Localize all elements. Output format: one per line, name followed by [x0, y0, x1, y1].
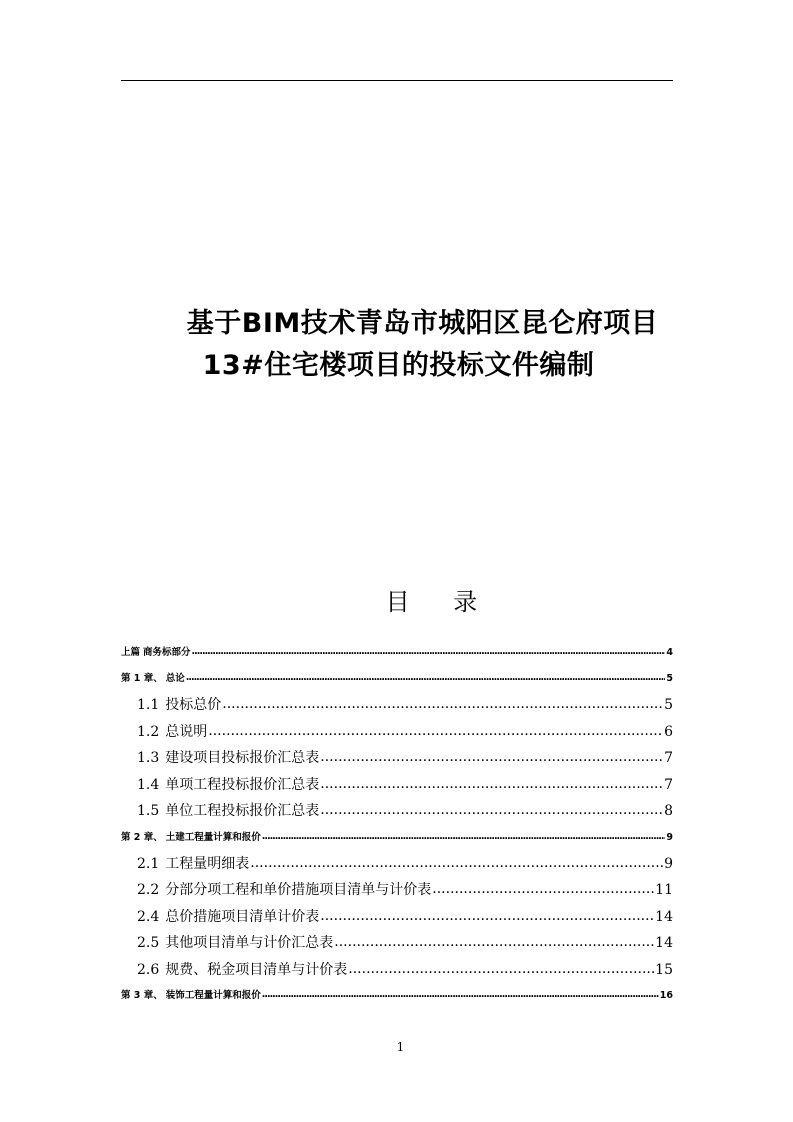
toc-entry-label: 总说明 — [165, 723, 208, 740]
title-line-2: 13#住宅楼项目的投标文件编制 — [202, 350, 595, 381]
toc-entry[interactable] — [121, 983, 673, 1009]
toc-dot-leader — [186, 665, 666, 691]
toc-dot-leader — [320, 771, 663, 798]
title-line-1: 基于BIM技术青岛市城阳区昆仑府项目 — [186, 308, 659, 339]
toc-entry[interactable] — [121, 772, 673, 799]
toc-entry[interactable] — [121, 666, 673, 692]
toc-dot-leader — [208, 718, 663, 745]
toc-entry-number: 1.2 — [137, 723, 160, 740]
toc-entry-label: 总论 — [165, 673, 185, 684]
toc-entry[interactable] — [121, 719, 673, 746]
toc-entry-number: 2.2 — [137, 882, 160, 898]
toc-entry[interactable] — [121, 692, 673, 719]
toc-entry-label: 分部分项工程和单价措施项目清单与计价表 — [165, 882, 432, 898]
toc-entry-label: 投标总价 — [165, 697, 222, 713]
toc-entry-label: 土建工程量计算和报价 — [165, 831, 261, 843]
toc-entry-page: 9 — [664, 855, 673, 872]
toc-entry-number: 第 1 章、 — [121, 673, 163, 684]
toc-dot-leader — [432, 876, 654, 903]
toc-dot-leader — [320, 744, 663, 771]
toc-entry-label: 规费、税金项目清单与计价表 — [165, 961, 348, 978]
toc-entry-page: 8 — [664, 803, 673, 819]
toc-entry-number: 2.1 — [137, 855, 160, 872]
toc-entry-label: 其他项目清单与计价汇总表 — [165, 935, 334, 951]
toc-dot-leader — [334, 929, 654, 956]
toc-entry-page: 4 — [666, 647, 673, 658]
toc-entry-number: 上篇 — [121, 647, 141, 658]
toc-entry-page: 5 — [664, 697, 673, 713]
toc-entry-page: 5 — [666, 673, 673, 684]
toc-entry-number: 1.4 — [137, 776, 160, 793]
toc-entry-number: 2.6 — [137, 961, 160, 978]
toc-entry[interactable] — [121, 640, 673, 666]
toc-dot-leader — [192, 639, 666, 665]
toc-entry-page: 15 — [655, 961, 673, 978]
toc-entry-number: 1.5 — [137, 803, 160, 819]
toc-entry-label: 单项工程投标报价汇总表 — [165, 776, 320, 793]
toc-dot-leader — [320, 797, 663, 824]
toc-entry[interactable] — [121, 851, 673, 878]
toc-entry-page: 7 — [664, 750, 673, 766]
toc-entry-label: 建设项目投标报价汇总表 — [165, 750, 320, 766]
toc-entry-label: 装饰工程量计算和报价 — [165, 990, 261, 1001]
toc-entry-page: 14 — [655, 935, 673, 951]
toc-entry-page: 14 — [655, 908, 673, 925]
toc-entry-page: 6 — [664, 723, 673, 740]
toc-entry-label: 工程量明细表 — [165, 855, 250, 872]
toc-entry[interactable] — [121, 877, 673, 904]
toc-entry[interactable] — [121, 745, 673, 772]
toc-entry-label: 商务标部分 — [143, 647, 191, 658]
toc-entry-number: 第 2 章、 — [121, 831, 163, 843]
toc-entry[interactable] — [121, 798, 673, 825]
toc-dot-leader — [320, 903, 654, 930]
toc-entry-number: 1.3 — [137, 750, 160, 766]
header-rule — [121, 80, 673, 81]
toc-dot-leader — [348, 956, 654, 983]
toc-entry-page: 16 — [659, 990, 673, 1001]
toc-entry-number: 第 3 章、 — [121, 990, 163, 1001]
table-of-contents — [121, 640, 673, 1009]
page-number: 1 — [396, 1040, 405, 1054]
toc-entry-page: 11 — [655, 882, 673, 898]
toc-entry-number: 2.4 — [137, 908, 160, 925]
toc-entry[interactable] — [121, 957, 673, 984]
toc-entry-label: 单位工程投标报价汇总表 — [165, 803, 320, 819]
toc-entry-number: 1.1 — [137, 697, 160, 713]
toc-entry-page: 7 — [664, 776, 673, 793]
toc-entry-label: 总价措施项目清单计价表 — [165, 908, 320, 925]
toc-entry[interactable] — [121, 904, 673, 931]
toc-dot-leader — [262, 982, 659, 1008]
toc-dot-leader — [262, 824, 666, 850]
document-title — [0, 303, 793, 387]
toc-dot-leader — [250, 850, 663, 877]
toc-entry-number: 2.5 — [137, 935, 160, 951]
toc-dot-leader — [222, 691, 663, 718]
toc-heading: 目 录 — [385, 588, 496, 616]
toc-entry[interactable] — [121, 825, 673, 851]
toc-entry-page: 9 — [666, 831, 673, 843]
toc-entry[interactable] — [121, 930, 673, 957]
